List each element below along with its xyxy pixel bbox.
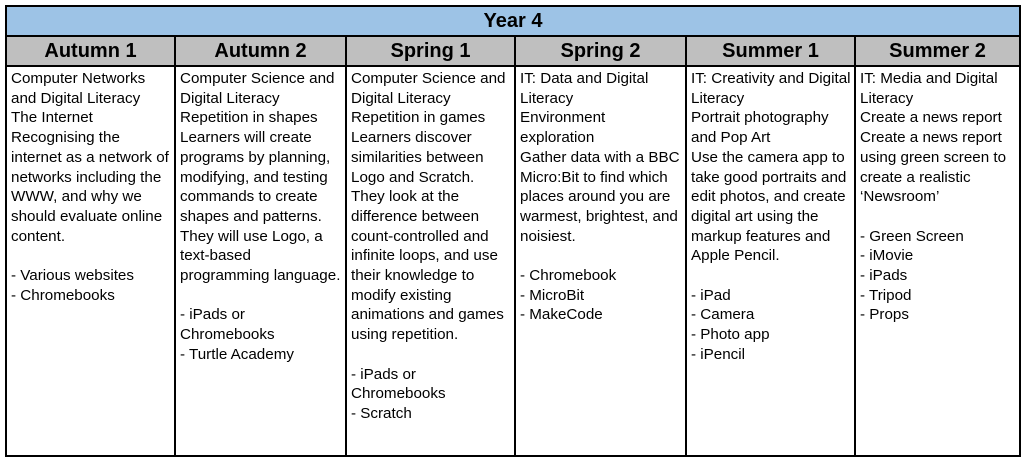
term-heading-spring-2: Spring 2 [515,36,686,66]
year-title: Year 4 [6,6,1020,36]
term-content-row [6,66,1020,456]
term-content-spring-2: IT: Data and Digital Literacy Environment exploration Gather data with a BBC Micro:Bit to find which places around you are warmest, brightest, and noisiest. - Chromebook - MicroBit - MakeCode [515,66,686,456]
term-heading-autumn-2: Autumn 2 [175,36,346,66]
term-heading-summer-1: Summer 1 [686,36,855,66]
year-header-row [6,6,1020,36]
term-content-summer-1: IT: Creativity and Digital Literacy Portrait photography and Pop Art Use the camera app to take good portraits and edit photos, and create digital art using the markup features and Apple Pencil. - iPad - Camera - Photo app - iPencil [686,66,855,456]
term-content-summer-2: IT: Media and Digital Literacy Create a news report Create a news report using green screen to create a realistic ‘Newsroom’ - Green Screen - iMovie - iPads - Tripod - Props [855,66,1020,456]
term-content-autumn-2: Computer Science and Digital Literacy Repetition in shapes Learners will create programs by planning, modifying, and testing commands to create shapes and patterns. They will use Logo, a text-based programming language. - iPads or Chromebooks - Turtle Academy [175,66,346,456]
term-header-row [6,36,1020,66]
term-heading-spring-1: Spring 1 [346,36,515,66]
term-content-spring-1: Computer Science and Digital Literacy Repetition in games Learners discover similarities between Logo and Scratch. They look at the difference between count-controlled and infinite loops, and use their knowledge to modify existing animations and games using repetition. - iPads or Chromebooks - Scratch [346,66,515,456]
curriculum-table-container [5,5,1019,457]
term-heading-autumn-1: Autumn 1 [6,36,175,66]
term-content-autumn-1: Computer Networks and Digital Literacy The Internet Recognising the internet as a network of networks including the WWW, and why we should evaluate online content. - Various websites - Chromebooks [6,66,175,456]
term-heading-summer-2: Summer 2 [855,36,1020,66]
curriculum-table [5,5,1021,457]
